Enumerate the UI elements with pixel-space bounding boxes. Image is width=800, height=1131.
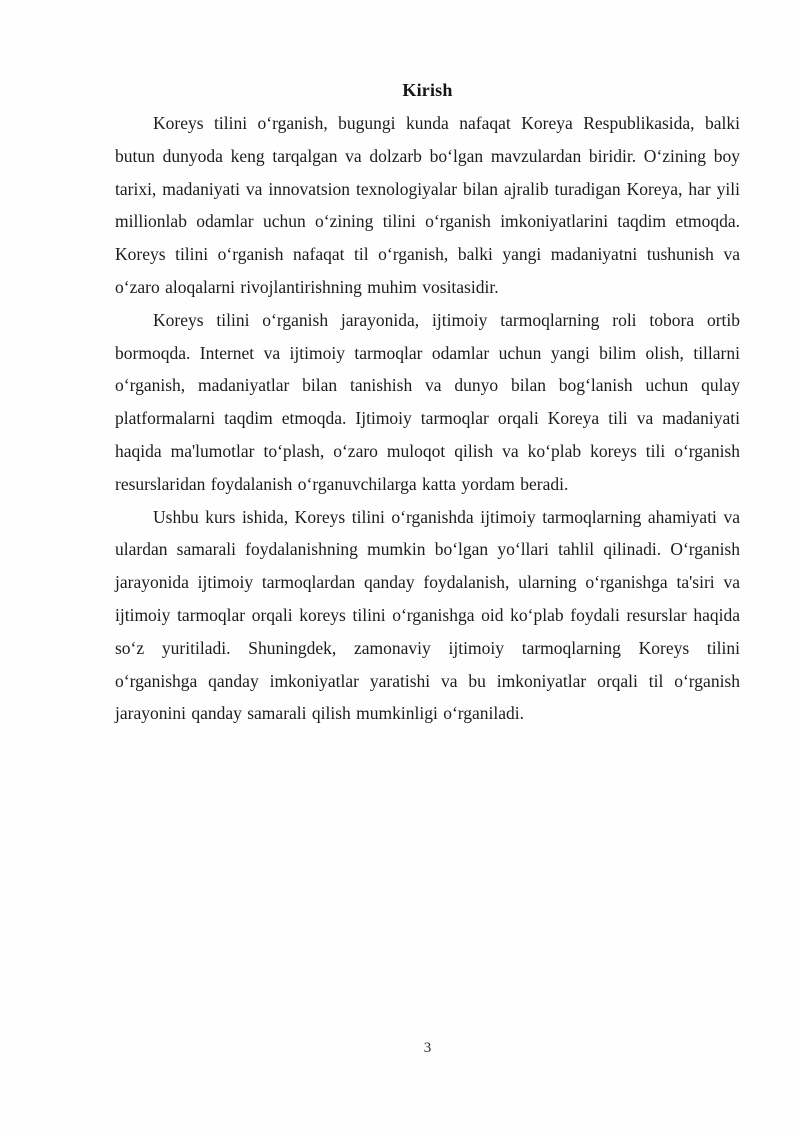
page-title: Kirish bbox=[402, 80, 453, 100]
page-number: 3 bbox=[423, 1040, 432, 1056]
paragraph-2: Koreys tilini oʻrganish jarayonida, ijtimoiy tarmoqlarning roli tobora ortib bormoqda. Internet va ijtimoiy tarmoqlar odamlar uchun yangi bilim olish, tillarni oʻrganish, madaniyatlar bilan tanishish va dunyo bilan bogʻlanish uchun qulay platformalarni taqdim etmoqda. Ijtimoiy tarmoqlar orqali Koreya tili va madaniyati haqida ma'lumotlar toʻplash, oʻzaro muloqot qilish va koʻplab koreys tili oʻrganish resurslaridan foydalanish oʻrganuvchilarga katta yordam beradi. bbox=[115, 309, 740, 494]
paragraph-1: Koreys tilini oʻrganish, bugungi kunda nafaqat Koreya Respublikasida, balki butun dunyoda keng tarqalgan va dolzarb boʻlgan mavzulardan biridir. Oʻzining boy tarixi, madaniyati va innovatsion texnologiyalar bilan ajralib turadigan Koreya, har yili millionlab odamlar uchun oʻzining tilini oʻrganish imkoniyatlarini taqdim etmoqda. Koreys tilini oʻrganish nafaqat til oʻrganish, balki yangi madaniyatni tushunish va oʻzaro aloqalarni rivojlantirishning muhim vositasidir. bbox=[115, 113, 740, 297]
document-content bbox=[115, 74, 740, 730]
paragraph-3: Ushbu kurs ishida, Koreys tilini oʻrganishda ijtimoiy tarmoqlarning ahamiyati va ulardan samarali foydalanishning mumkin boʻlgan yoʻllari tahlil qilinadi. Oʻrganish jarayonida ijtimoiy tarmoqlardan qanday foydalanish, ularning oʻrganishga ta'siri va ijtimoiy tarmoqlar orqali koreys tilini oʻrganishga oid koʻplab foydali resurslar haqida soʻz yuritiladi. Shuningdek, zamonaviy ijtimoiy tarmoqlarning Koreys tilini oʻrganishga qanday imkoniyatlar yaratishi va bu imkoniyatlar orqali til oʻrganish jarayonini qanday samarali qilish mumkinligi oʻrganiladi. bbox=[115, 506, 740, 724]
